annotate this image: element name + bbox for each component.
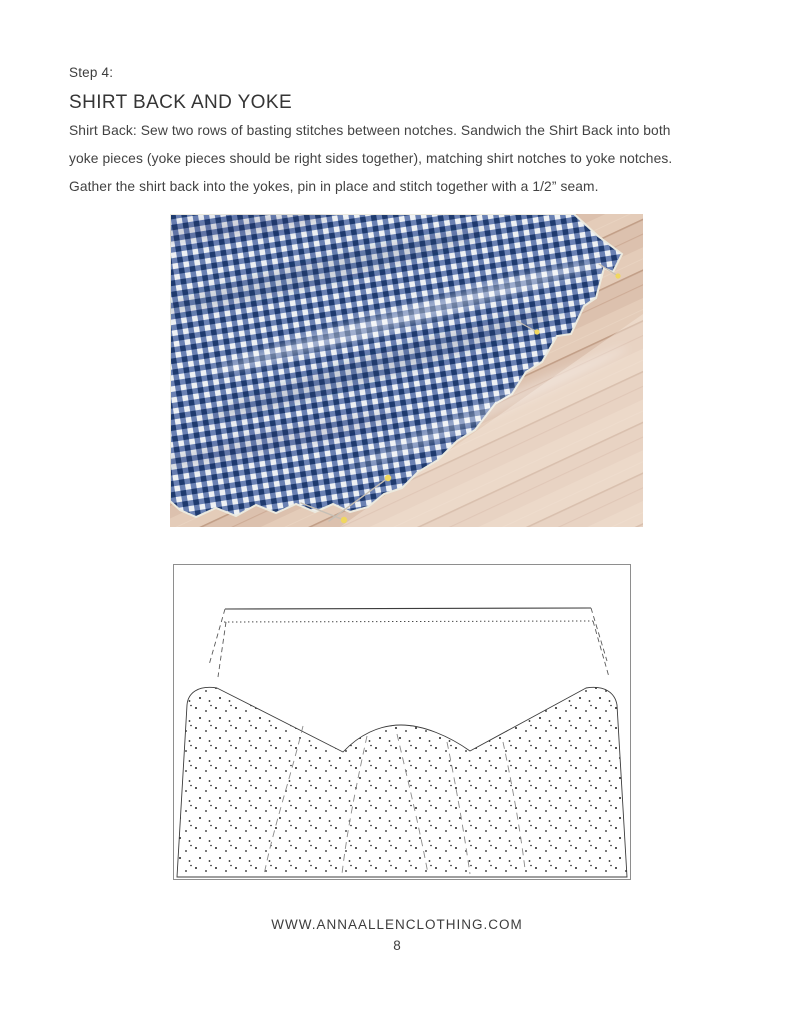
pin-head (341, 517, 347, 523)
fabric-photo (170, 214, 643, 527)
fabric-photo-graphic (170, 214, 643, 527)
footer-website: WWW.ANNAALLENCLOTHING.COM (271, 917, 523, 932)
pin-head (534, 329, 539, 334)
section-heading: SHIRT BACK AND YOKE (69, 92, 293, 113)
pin-head (615, 273, 620, 278)
pattern-diagram-graphic (173, 564, 631, 880)
footer (0, 915, 794, 955)
instruction-paragraph: Shirt Back: Sew two rows of basting stitches between notches. Sandwich the Shirt Back into both yoke pieces (yoke pieces should be right sides together), matching shirt notches to yoke notches. Gather the shirt back into the yokes, pin in place and stitch together with a 1/2” seam. (69, 123, 673, 194)
pin-head (385, 475, 391, 481)
pattern-diagram (173, 564, 631, 880)
footer-page-number: 8 (393, 938, 401, 953)
step-label: Step 4: (69, 65, 114, 80)
